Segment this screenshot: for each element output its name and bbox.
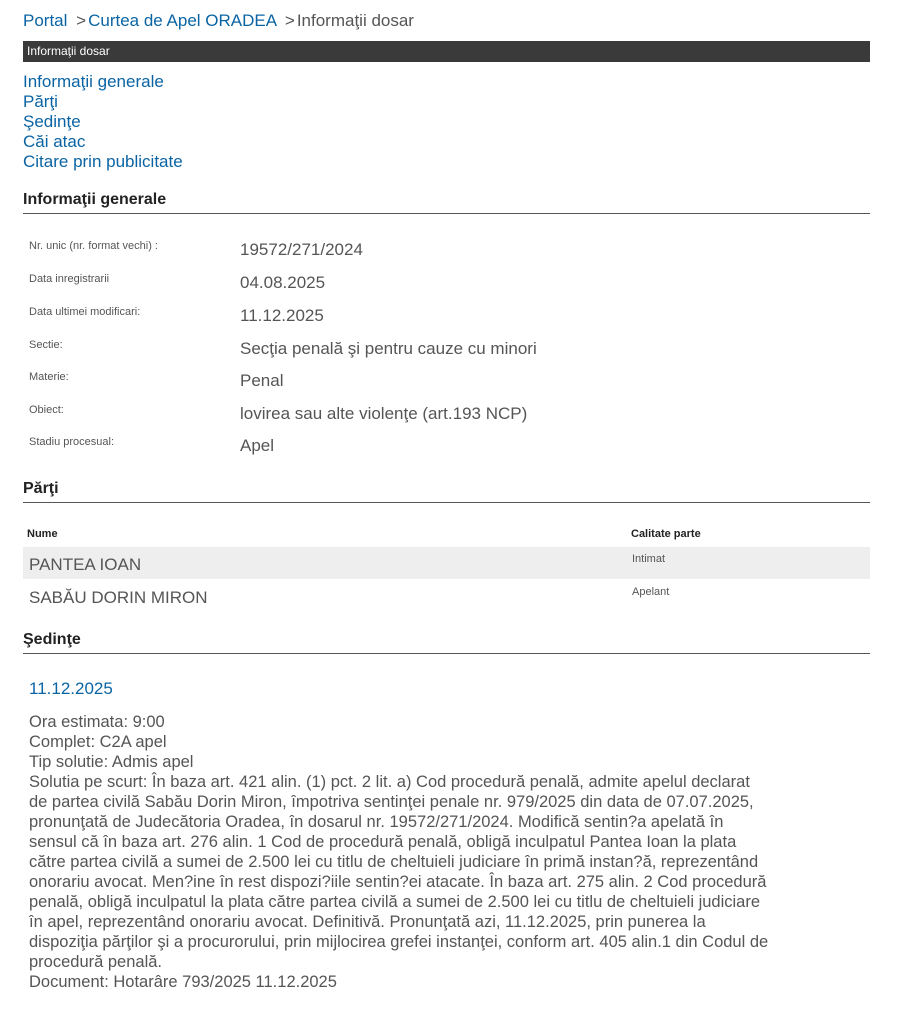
info-row-stadiu-procesual — [29, 436, 869, 468]
sedinta-complet: Complet: C2A apel — [29, 733, 167, 751]
sedinta-document: Document: Hotarâre 793/2025 11.12.2025 — [29, 973, 337, 991]
party-name: SABĂU DORIN MIRON — [29, 588, 208, 607]
sedinta-solutie-line: către partea civilă a sumei de 2.500 lei cu titlu de cheltuieli judiciare în primă instan?ă, reprezentând — [29, 853, 759, 871]
nav-sedinte[interactable]: Şedinţe — [23, 112, 81, 131]
breadcrumb-separator: > — [76, 11, 87, 30]
breadcrumb-court-link[interactable]: Curtea de Apel ORADEA — [88, 11, 277, 30]
sedinte-section-title: Şedinţe — [23, 631, 870, 654]
party-role: Apelant — [632, 586, 670, 598]
party-role: Intimat — [632, 553, 666, 565]
sedinta-solutie-line: Solutia pe scurt: În baza art. 421 alin. (1) pct. 2 lit. a) Cod procedură penală, admite apelul declarat — [29, 773, 750, 791]
info-row-data-ultimei-modificari — [29, 306, 869, 338]
sedinta-ora: Ora estimata: 9:00 — [29, 713, 165, 731]
table-row — [23, 547, 870, 579]
info-label: Sectie: — [29, 339, 63, 351]
info-value: Apel — [240, 436, 275, 455]
info-row-nr-unic — [29, 240, 869, 272]
breadcrumb — [23, 11, 414, 31]
sedinta-details — [29, 712, 867, 992]
section-nav — [23, 72, 183, 172]
info-label: Obiect: — [29, 404, 64, 416]
nav-citare-prin-publicitate[interactable]: Citare prin publicitate — [23, 152, 183, 171]
info-label: Nr. unic (nr. format vechi) : — [29, 240, 158, 252]
info-value: 19572/271/2024 — [240, 240, 363, 259]
sedinta-date: 11.12.2025 — [29, 679, 113, 698]
page-title-bar: Informaţii dosar — [23, 41, 870, 62]
nav-cai-atac[interactable]: Căi atac — [23, 132, 86, 151]
sedinta-solutie-line: pronunţată de Judecătoria Oradea, în dosarul nr. 19572/271/2024. Modifică sentin?a apelată în — [29, 813, 724, 831]
sedinta-solutie-line: în apel, reprezentând onorariu avocat. Definitivă. Pronunţată azi, 11.12.2025, prin punerea la — [29, 913, 706, 931]
info-value: 11.12.2025 — [240, 306, 324, 325]
info-row-sectie — [29, 339, 869, 371]
info-label: Materie: — [29, 371, 69, 383]
sedinta-solutie-line: sensul că în baza art. 276 alin. 1 Cod de procedură penală, obligă inculpatul Pantea Ioan la plata — [29, 833, 737, 851]
sedinta-solutie-line: onorariu avocat. Men?ine în rest dispozi?iile sentin?ei atacate. În baza art. 275 alin. 2 Cod procedură — [29, 873, 767, 891]
nav-parti[interactable]: Părţi — [23, 92, 58, 111]
info-row-data-inregistrarii — [29, 273, 869, 305]
parti-header-role: Calitate parte — [631, 528, 701, 540]
parti-header-name: Nume — [27, 528, 58, 540]
sedinta-solutie-line: dispoziţia părţilor şi a procurorului, prin mijlocirea grefei instanţei, conform art. 405 alin.1 din Codul de — [29, 933, 769, 951]
info-value: Secţia penală şi pentru cauze cu minori — [240, 339, 537, 358]
nav-informatii-generale[interactable]: Informaţii generale — [23, 72, 164, 91]
table-row — [23, 580, 870, 612]
party-name: PANTEA IOAN — [29, 555, 142, 574]
info-row-materie — [29, 371, 869, 403]
sedinta-solutie-line: penală, obligă inculpatul la plata către partea civilă a sumei de 2.500 lei cu titlu de cheltuieli judiciare — [29, 893, 761, 911]
breadcrumb-portal-link[interactable]: Portal — [23, 11, 68, 30]
sedinta-solutie-line: de partea civilă Sabău Dorin Miron, împotriva sentinţei penale nr. 979/2025 din data de 07.07.2025, — [29, 793, 754, 811]
info-value: 04.08.2025 — [240, 273, 326, 292]
info-row-obiect — [29, 404, 869, 436]
info-label: Stadiu procesual: — [29, 436, 114, 448]
sedinta-tip-solutie: Tip solutie: Admis apel — [29, 753, 194, 771]
info-value: Penal — [240, 371, 284, 390]
sedinta-solutie-line: procedură penală. — [29, 953, 163, 971]
breadcrumb-current: Informaţii dosar — [296, 11, 414, 30]
info-value: lovirea sau alte violenţe (art.193 NCP) — [240, 404, 528, 423]
info-label: Data inregistrarii — [29, 273, 110, 285]
parti-section-title: Părţi — [23, 480, 870, 503]
breadcrumb-separator: > — [284, 11, 295, 30]
info-label: Data ultimei modificari: — [29, 306, 141, 318]
general-section-title: Informaţii generale — [23, 191, 870, 214]
